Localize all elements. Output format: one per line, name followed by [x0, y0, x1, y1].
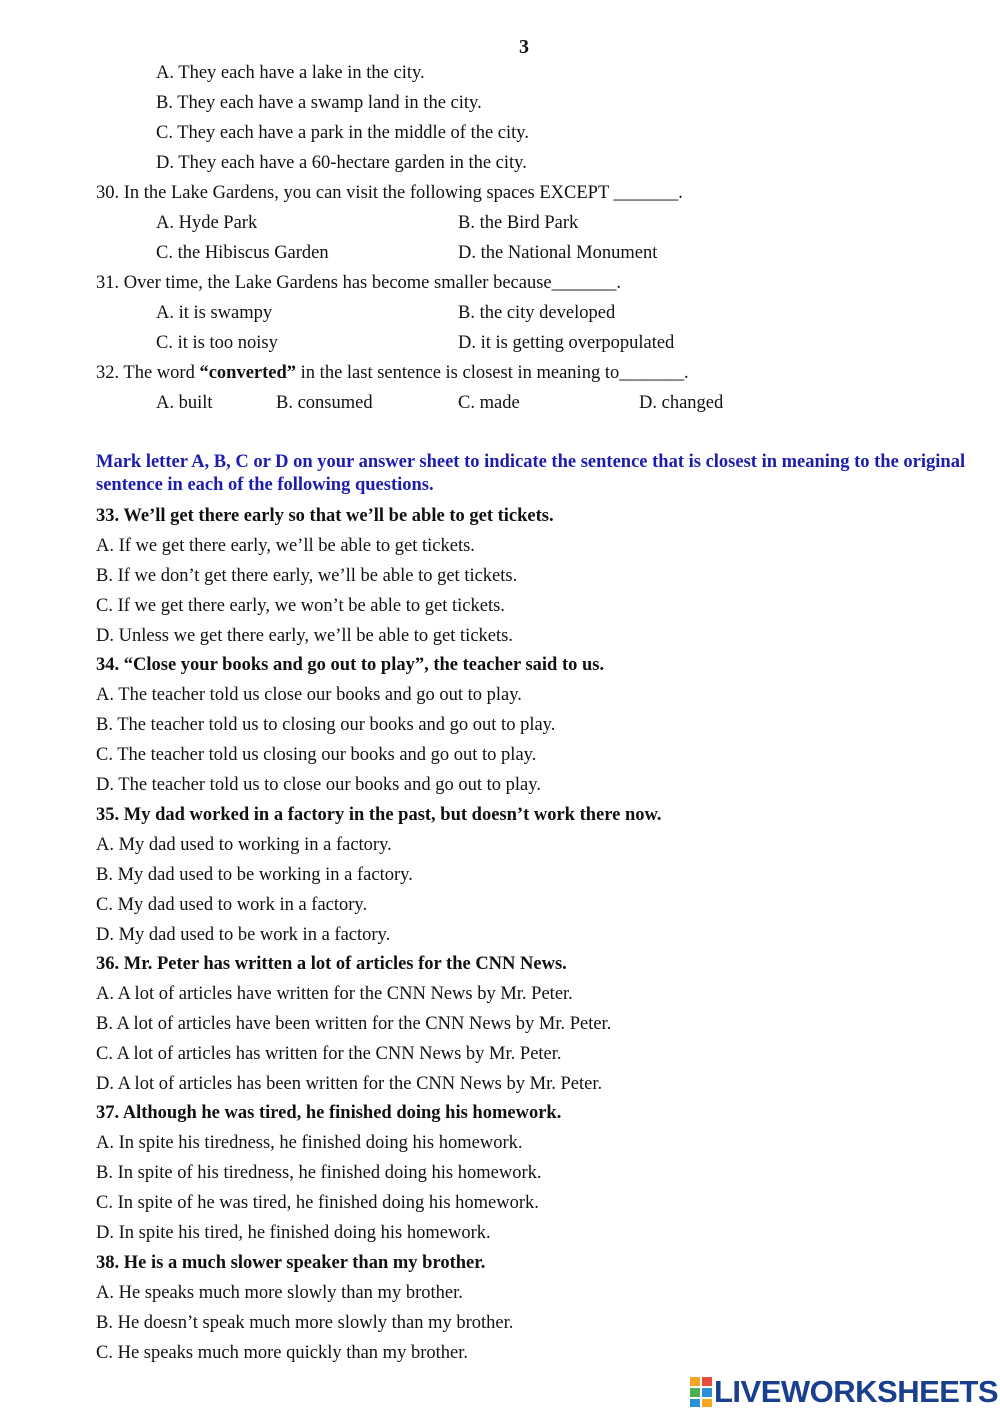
q37-option-a: A. In spite his tiredness, he finished doing his homework.: [96, 1133, 523, 1153]
q29-option-a: A. They each have a lake in the city.: [156, 63, 425, 83]
q31-stem: 31. Over time, the Lake Gardens has become smaller because_______.: [96, 273, 622, 293]
q29-option-c: C. They each have a park in the middle of the city.: [156, 123, 529, 143]
q32-option-a: A. built: [156, 393, 213, 413]
q38-option-c: C. He speaks much more quickly than my brother.: [96, 1343, 468, 1363]
page-number: 3: [519, 36, 529, 58]
q30-option-b: B. the Bird Park: [458, 213, 579, 233]
q32-stem-pre: 32. The word: [96, 363, 200, 383]
q36-option-c: C. A lot of articles has written for the CNN News by Mr. Peter.: [96, 1044, 562, 1064]
q30-option-c: C. the Hibiscus Garden: [156, 243, 329, 263]
q37-option-c: C. In spite of he was tired, he finished doing his homework.: [96, 1193, 539, 1213]
q32-stem: [96, 362, 689, 384]
q36-stem: 36. Mr. Peter has written a lot of articles for the CNN News.: [96, 954, 567, 974]
q36-option-b: B. A lot of articles have been written for the CNN News by Mr. Peter.: [96, 1014, 612, 1034]
q33-option-b: B. If we don’t get there early, we’ll be able to get tickets.: [96, 566, 518, 586]
q34-option-d: D. The teacher told us to close our books and go out to play.: [96, 775, 541, 795]
q33-option-c: C. If we get there early, we won’t be able to get tickets.: [96, 596, 505, 616]
q38-option-a: A. He speaks much more slowly than my brother.: [96, 1283, 463, 1303]
q35-option-b: B. My dad used to be working in a factory.: [96, 865, 413, 885]
q37-option-b: B. In spite of his tiredness, he finished doing his homework.: [96, 1163, 542, 1183]
q35-option-c: C. My dad used to work in a factory.: [96, 895, 368, 915]
q36-option-d: D. A lot of articles has been written for the CNN News by Mr. Peter.: [96, 1074, 603, 1094]
q38-stem: 38. He is a much slower speaker than my brother.: [96, 1253, 486, 1273]
q29-option-d: D. They each have a 60-hectare garden in the city.: [156, 153, 527, 173]
q35-stem: 35. My dad worked in a factory in the past, but doesn’t work there now.: [96, 805, 662, 825]
q34-option-c: C. The teacher told us closing our books and go out to play.: [96, 745, 537, 765]
q35-option-d: D. My dad used to be work in a factory.: [96, 925, 391, 945]
q30-stem: 30. In the Lake Gardens, you can visit the following spaces EXCEPT _______.: [96, 183, 683, 203]
q31-option-c: C. it is too noisy: [156, 333, 278, 353]
q31-option-a: A. it is swampy: [156, 303, 273, 323]
q31-option-d: D. it is getting overpopulated: [458, 333, 675, 353]
q33-option-a: A. If we get there early, we’ll be able to get tickets.: [96, 536, 475, 556]
section-instruction: Mark letter A, B, C or D on your answer sheet to indicate the sentence that is closest in meaning to the original sentence in each of the following questions.: [96, 452, 966, 495]
q29-option-b: B. They each have a swamp land in the city.: [156, 93, 482, 113]
q31-option-b: B. the city developed: [458, 303, 616, 323]
q33-option-d: D. Unless we get there early, we’ll be able to get tickets.: [96, 626, 513, 646]
q34-stem: 34. “Close your books and go out to play”, the teacher said to us.: [96, 655, 605, 675]
q32-option-d: D. changed: [639, 393, 724, 413]
q38-option-b: B. He doesn’t speak much more slowly than my brother.: [96, 1313, 514, 1333]
q35-option-a: A. My dad used to working in a factory.: [96, 835, 392, 855]
q37-option-d: D. In spite his tired, he finished doing his homework.: [96, 1223, 491, 1243]
q34-option-a: A. The teacher told us close our books and go out to play.: [96, 685, 522, 705]
liveworksheets-logo-icon: [690, 1377, 712, 1407]
q30-option-d: D. the National Monument: [458, 243, 658, 263]
q32-stem-word: “converted”: [199, 363, 297, 383]
liveworksheets-logo-text: LIVEWORKSHEETS: [714, 1374, 999, 1409]
q32-option-c: C. made: [458, 393, 520, 413]
q37-stem: 37. Although he was tired, he finished doing his homework.: [96, 1103, 562, 1123]
q33-stem: 33. We’ll get there early so that we’ll be able to get tickets.: [96, 506, 554, 526]
q32-stem-post: in the last sentence is closest in meaning to_______.: [296, 363, 689, 383]
q34-option-b: B. The teacher told us to closing our books and go out to play.: [96, 715, 556, 735]
q32-option-b: B. consumed: [276, 393, 373, 413]
q36-option-a: A. A lot of articles have written for the CNN News by Mr. Peter.: [96, 984, 573, 1004]
q30-option-a: A. Hyde Park: [156, 213, 258, 233]
liveworksheets-logo: [690, 1372, 998, 1412]
